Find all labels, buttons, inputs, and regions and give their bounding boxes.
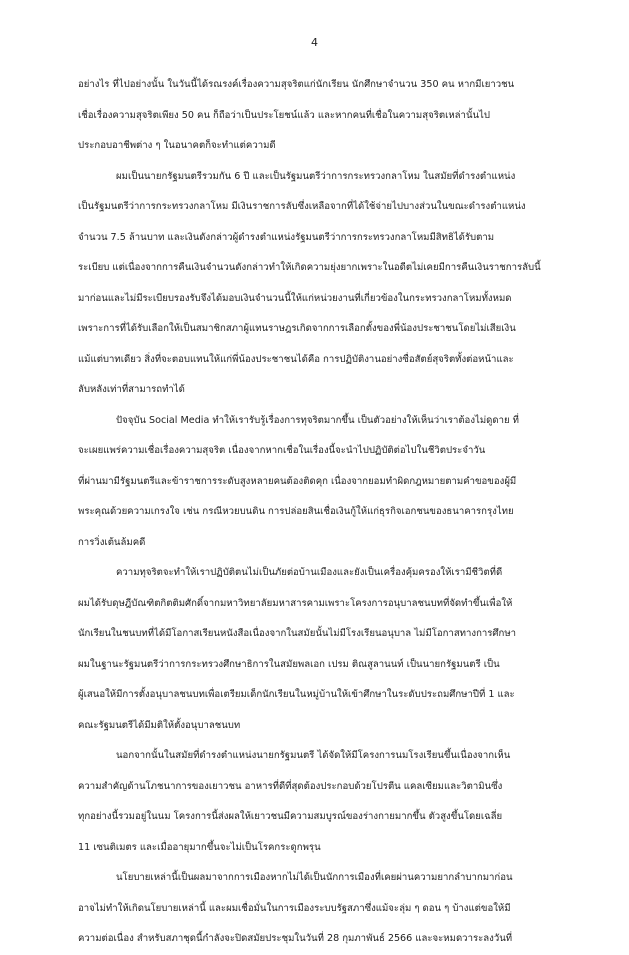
text-line: ระเบียบ แต่เนื่องจากการคืนเงินจำนวนดังกล่าวทำให้เกิดความยุ่งยากเพราะในอดีตไม่เคยมีการคืนเงินราชการลับนี้ [78,262,541,273]
paragraph [78,741,554,863]
paragraph [78,863,554,955]
text-line: พระคุณด้วยความเกรงใจ เช่น กรณีหวยบนดิน การปล่อยสินเชื่อเงินกู้ให้แก่ธุรกิจเอกชนของธนาคารกรุงไทย [78,506,514,517]
text-line: ที่ผ่านมามีรัฐมนตรีและข้าราชการระดับสูงหลายคนต้องติดคุก เนื่องจากยอมทำผิดกฎหมายตามคำขอของผู้มี [78,475,517,487]
text-line: จำนวน 7.5 ล้านบาท และเงินดังกล่าวผู้ดำรงตำแหน่งรัฐมนตรีว่าการกระทรวงกลาโหมมีสิทธิได้รับตาม [78,231,495,243]
text-line: 11 เซนติเมตร และเมื่ออายุมากขึ้นจะไม่เป็นโรคกระดูกพรุน [78,841,321,853]
text-line: มาก่อนและไม่มีระเบียบรองรับจึงได้มอบเงินจำนวนนี้ให้แก่หน่วยงานที่เกี่ยวข้องในกระทรวงกลาโหมทั้งหมด [78,292,512,304]
text-line: ประกอบอาชีพต่าง ๆ ในอนาคตก็จะทำแต่ความดี [78,140,276,151]
paragraph [78,406,554,559]
text-line: ผมเป็นนายกรัฐมนตรีรวมกัน 6 ปี และเป็นรัฐมนตรีว่าการกระทรวงกลาโหม ในสมัยที่ดำรงตำแหน่ง [116,170,516,182]
text-line: ความทุจริตจะทำให้เราปฏิบัติตนไม่เป็นภัยต่อบ้านเมืองและยังเป็นเครื่องคุ้มครองให้เรามีชีวิตที่ดี [116,567,503,578]
text-line: อย่างไร ที่ไปอย่างนั้น ในวันนี้ได้รณรงค์เรื่องความสุจริตแก่นักเรียน นักศึกษาจำนวน 350 คน หากมีเยาวชน [78,79,515,90]
text-line: ลับหลังเท่าที่สามารถทำได้ [78,384,185,395]
paragraph [78,70,554,162]
text-line: ปัจจุบัน Social Media ทำให้เรารับรู้เรื่องการทุจริตมากขึ้น เป็นตัวอย่างให้เห็นว่าเราต้องไม่ดูดาย ที่ [116,414,519,426]
document-body [78,70,554,955]
text-line: ผมในฐานะรัฐมนตรีว่าการกระทรวงศึกษาธิการในสมัยพลเอก เปรม ติณสูลานนท์ เป็นนายกรัฐมนตรี เป็น [78,658,500,670]
page-number: 4 [311,36,318,49]
text-line: ทุกอย่างนี้รวมอยู่ในนม โครงการนี้ส่งผลให้เยาวชนมีความสมบูรณ์ของร่างกายมากขึ้น ตัวสูงขึ้นโดยเฉลี่ย [78,811,503,822]
text-line: ความสำคัญด้านโภชนาการของเยาวชน อาหารที่ดีที่สุดต้องประกอบด้วยโปรตีน แคลเซียมและวิตามินซึ่ง [78,780,503,792]
text-line: นอกจากนั้นในสมัยที่ดำรงตำแหน่งนายกรัฐมนตรี ได้จัดให้มีโครงการนมโรงเรียนขึ้นเนื่องจากเห็น [116,750,511,761]
paragraph [78,558,554,741]
text-line: เป็นรัฐมนตรีว่าการกระทรวงกลาโหม มีเงินราชการลับซึ่งเหลือจากที่ได้ใช้จ่ายไปบางส่วนในขณะดำรงตำแหน่ง [78,201,526,212]
text-line: แม้แต่บาทเดียว สิ่งที่จะตอบแทนให้แก่พี่น้องประชาชนได้คือ การปฏิบัติงานอย่างซื่อสัตย์สุจริตทั้งต่อหน้าและ [78,353,514,365]
text-line: ผมได้รับดุษฎีบัณฑิตกิตติมศักดิ์จากมหาวิทยาลัยมหาสารคามเพราะโครงการอนุบาลชนบทที่จัดทำขึ้นเพื่อให้ [78,597,513,609]
text-line: อาจไม่ทำให้เกิดนโยบายเหล่านี้ และผมเชื่อมั่นในการเมืองระบบรัฐสภาซึ่งแม้จะลุ่ม ๆ ดอน ๆ บ้างแต่ขอให้มี [78,902,511,914]
text-line: ผู้เสนอให้มีการตั้งอนุบาลชนบทเพื่อเตรียมเด็กนักเรียนในหมู่บ้านให้เข้าศึกษาในระดับประถมศึกษาปีที่ 1 และ [78,689,515,700]
text-line: นโยบายเหล่านี้เป็นผลมาจากการเมืองหากไม่ได้เป็นนักการเมืองที่เคยผ่านความยากลำบากมาก่อน [116,872,513,883]
paragraph [78,162,554,406]
text-line: จะเผยแพร่ความเชื่อเรื่องความสุจริต เนื่องจากหากเชื่อในเรื่องนี้จะนำไปปฏิบัติต่อไปในชีวิตประจำวัน [78,445,486,456]
text-line: ความต่อเนื่อง สำหรับสภาชุดนี้กำลังจะปิดสมัยประชุมในวันที่ 28 กุมภาพันธ์ 2566 และจะหมดวาระลงวันที่ [78,933,513,944]
text-line: คณะรัฐมนตรีได้มีมติให้ตั้งอนุบาลชนบท [78,719,241,731]
text-line: เชื่อเรื่องความสุจริตเพียง 50 คน ก็ถือว่าเป็นประโยชน์แล้ว และหากคนที่เชื่อในความสุจริตเหล่านั้นไป [78,109,490,121]
text-line: นักเรียนในชนบทที่ได้มีโอกาสเรียนหนังสือเนื่องจากในสมัยนั้นไม่มีโรงเรียนอนุบาล ไม่มีโอกาสทางการศึกษา [78,628,517,639]
text-line: การวิ่งเต้นล้มคดี [78,536,146,548]
text-line: เพราะการที่ได้รับเลือกให้เป็นสมาชิกสภาผู้แทนราษฎรเกิดจากการเลือกตั้งของพี่น้องประชาชนโดยไม่เสียเงิน [78,323,516,334]
